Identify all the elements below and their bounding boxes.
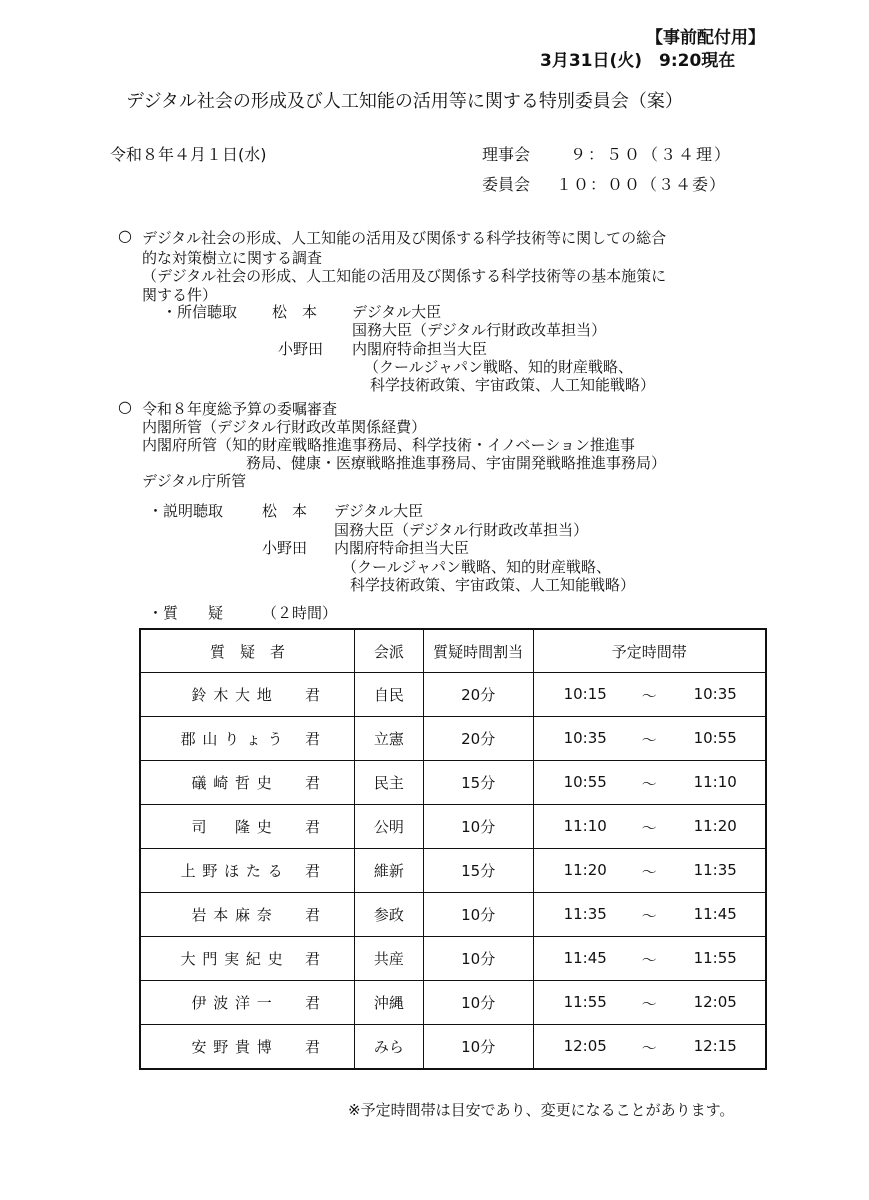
column-header-time-slot: 予定時間帯 bbox=[533, 629, 766, 673]
start-time: 11:20 bbox=[563, 861, 607, 879]
committee-meeting-label: 委員会 bbox=[482, 175, 531, 194]
questioner-cell bbox=[140, 849, 355, 893]
minister-role: 内閣府特命担当大臣 bbox=[334, 539, 470, 557]
questioner-name: 郡山りょう bbox=[180, 730, 290, 748]
agenda-line: デジタル庁所管 bbox=[142, 472, 247, 490]
column-header-allotted-time: 質疑時間割当 bbox=[423, 629, 533, 673]
honorific: 君 bbox=[305, 730, 321, 748]
agenda-line: 関する件） bbox=[142, 286, 218, 304]
party-cell: 沖縄 bbox=[355, 981, 424, 1025]
questioner-cell bbox=[140, 717, 355, 761]
end-time: 12:05 bbox=[693, 993, 737, 1011]
table-row bbox=[140, 937, 766, 981]
agenda-line: （デジタル社会の形成、人工知能の活用及び関係する科学技術等の基本施策に bbox=[142, 267, 667, 285]
time-slot-cell bbox=[533, 849, 766, 893]
questioner-cell bbox=[140, 673, 355, 717]
hearing-label: ・説明聴取 bbox=[148, 502, 224, 520]
time-range-dash: 〜 bbox=[641, 687, 657, 705]
meeting-date: 令和８年４月１日(水) bbox=[110, 145, 267, 164]
party-cell: 参政 bbox=[355, 893, 424, 937]
agenda-line: 的な対策樹立に関する調査 bbox=[142, 249, 323, 267]
questioner-name: 岩本麻奈 bbox=[191, 906, 279, 924]
end-time: 11:35 bbox=[693, 861, 737, 879]
end-time: 11:20 bbox=[693, 817, 737, 835]
qa-label: ・質 疑 bbox=[148, 604, 224, 622]
table-row bbox=[140, 673, 766, 717]
honorific: 君 bbox=[305, 994, 321, 1012]
minister-role: 科学技術政策、宇宙政策、人工知能戦略） bbox=[350, 576, 636, 594]
table-row bbox=[140, 893, 766, 937]
time-range-dash: 〜 bbox=[641, 731, 657, 749]
party-cell: 立憲 bbox=[355, 717, 424, 761]
allotted-minutes-cell: 10分 bbox=[423, 805, 533, 849]
start-time: 11:10 bbox=[563, 817, 607, 835]
time-range-dash: 〜 bbox=[641, 863, 657, 881]
agenda-line: デジタル社会の形成、人工知能の活用及び関係する科学技術等に関しての総合 bbox=[142, 229, 667, 247]
footnote: ※予定時間帯は目安であり、変更になることがあります。 bbox=[348, 1101, 735, 1119]
board-meeting-time: ９：５０（３４理） bbox=[570, 145, 733, 164]
minister-role: 内閣府特命担当大臣 bbox=[352, 340, 488, 358]
honorific: 君 bbox=[305, 1038, 321, 1056]
questioner-schedule-table bbox=[139, 628, 767, 1070]
time-range-dash: 〜 bbox=[641, 995, 657, 1013]
table-row bbox=[140, 849, 766, 893]
time-slot-cell bbox=[533, 937, 766, 981]
questioner-cell bbox=[140, 937, 355, 981]
table-row bbox=[140, 761, 766, 805]
qa-duration: （２時間） bbox=[262, 604, 338, 622]
party-cell: 自民 bbox=[355, 673, 424, 717]
allotted-minutes-cell: 20分 bbox=[423, 673, 533, 717]
start-time: 11:45 bbox=[563, 949, 607, 967]
questioner-name: 上野ほたる bbox=[180, 862, 290, 880]
agenda-line: 令和８年度総予算の委嘱審査 bbox=[142, 400, 338, 418]
time-range-dash: 〜 bbox=[641, 907, 657, 925]
end-time: 12:15 bbox=[693, 1037, 737, 1055]
time-range-dash: 〜 bbox=[641, 951, 657, 969]
minister-role: 国務大臣（デジタル行財政改革担当） bbox=[352, 321, 607, 339]
party-cell: 共産 bbox=[355, 937, 424, 981]
questioner-cell bbox=[140, 761, 355, 805]
questioner-name: 伊波洋一 bbox=[191, 994, 279, 1012]
start-time: 10:35 bbox=[563, 729, 607, 747]
end-time: 11:10 bbox=[693, 773, 737, 791]
honorific: 君 bbox=[305, 818, 321, 836]
end-time: 11:55 bbox=[693, 949, 737, 967]
end-time: 10:55 bbox=[693, 729, 737, 747]
honorific: 君 bbox=[305, 862, 321, 880]
committee-meeting-time: １０：００（３４委） bbox=[556, 175, 727, 194]
agenda-line: 内閣所管（デジタル行財政改革関係経費） bbox=[142, 418, 427, 436]
start-time: 11:55 bbox=[563, 993, 607, 1011]
questioner-name: 礒崎哲史 bbox=[191, 774, 279, 792]
minister-role: （クールジャパン戦略、知的財産戦略、 bbox=[342, 558, 612, 576]
party-cell: 公明 bbox=[355, 805, 424, 849]
start-time: 10:55 bbox=[563, 773, 607, 791]
time-range-dash: 〜 bbox=[641, 775, 657, 793]
honorific: 君 bbox=[305, 950, 321, 968]
time-slot-cell bbox=[533, 761, 766, 805]
time-slot-cell bbox=[533, 805, 766, 849]
allotted-minutes-cell: 15分 bbox=[423, 849, 533, 893]
party-cell: 維新 bbox=[355, 849, 424, 893]
minister-role: 科学技術政策、宇宙政策、人工知能戦略） bbox=[370, 376, 656, 394]
as-of-timestamp: 3月31日(火) 9:20現在 bbox=[540, 51, 736, 71]
questioner-cell bbox=[140, 805, 355, 849]
circle-bullet-icon: ○ bbox=[118, 226, 132, 245]
questioner-cell bbox=[140, 981, 355, 1025]
allotted-minutes-cell: 10分 bbox=[423, 981, 533, 1025]
minister-role: （クールジャパン戦略、知的財産戦略、 bbox=[364, 358, 634, 376]
table-row bbox=[140, 805, 766, 849]
time-slot-cell bbox=[533, 981, 766, 1025]
questioner-cell bbox=[140, 1025, 355, 1070]
table-row bbox=[140, 1025, 766, 1070]
minister-name: 小野田 bbox=[278, 340, 324, 358]
minister-role: 国務大臣（デジタル行財政改革担当） bbox=[334, 521, 589, 539]
party-cell: みら bbox=[355, 1025, 424, 1070]
page-title: デジタル社会の形成及び人工知能の活用等に関する特別委員会（案） bbox=[126, 91, 683, 112]
honorific: 君 bbox=[305, 906, 321, 924]
questioner-name: 鈴木大地 bbox=[191, 686, 279, 704]
minister-name: 松 本 bbox=[262, 502, 308, 520]
allotted-minutes-cell: 10分 bbox=[423, 937, 533, 981]
end-time: 10:35 bbox=[693, 685, 737, 703]
questioner-name: 安野貴博 bbox=[191, 1038, 279, 1056]
party-cell: 民主 bbox=[355, 761, 424, 805]
table-row bbox=[140, 717, 766, 761]
column-header-party: 会派 bbox=[355, 629, 424, 673]
allotted-minutes-cell: 15分 bbox=[423, 761, 533, 805]
start-time: 11:35 bbox=[563, 905, 607, 923]
column-header-questioner: 質 疑 者 bbox=[140, 629, 355, 673]
allotted-minutes-cell: 20分 bbox=[423, 717, 533, 761]
circle-bullet-icon: ○ bbox=[118, 397, 132, 416]
time-slot-cell bbox=[533, 893, 766, 937]
questioner-cell bbox=[140, 893, 355, 937]
time-range-dash: 〜 bbox=[641, 819, 657, 837]
hearing-label: ・所信聴取 bbox=[162, 303, 238, 321]
board-meeting-label: 理事会 bbox=[482, 145, 531, 164]
agenda-line: 務局、健康・医療戦略推進事務局、宇宙開発戦略推進事務局） bbox=[246, 454, 667, 472]
minister-role: デジタル大臣 bbox=[352, 303, 442, 321]
time-range-dash: 〜 bbox=[641, 1039, 657, 1057]
minister-name: 小野田 bbox=[262, 539, 308, 557]
time-slot-cell bbox=[533, 1025, 766, 1070]
minister-role: デジタル大臣 bbox=[334, 502, 424, 520]
allotted-minutes-cell: 10分 bbox=[423, 1025, 533, 1070]
time-slot-cell bbox=[533, 673, 766, 717]
honorific: 君 bbox=[305, 686, 321, 704]
questioner-name: 大門実紀史 bbox=[180, 950, 290, 968]
table-row bbox=[140, 981, 766, 1025]
start-time: 12:05 bbox=[563, 1037, 607, 1055]
agenda-line: 内閣府所管（知的財産戦略推進事務局、科学技術・イノベーション推進事 bbox=[142, 436, 635, 454]
time-slot-cell bbox=[533, 717, 766, 761]
table-header-row bbox=[140, 629, 766, 673]
distribution-tag: 【事前配付用】 bbox=[646, 28, 765, 48]
questioner-name: 司 隆史 bbox=[191, 818, 279, 836]
minister-name: 松 本 bbox=[272, 303, 318, 321]
start-time: 10:15 bbox=[563, 685, 607, 703]
allotted-minutes-cell: 10分 bbox=[423, 893, 533, 937]
honorific: 君 bbox=[305, 774, 321, 792]
end-time: 11:45 bbox=[693, 905, 737, 923]
